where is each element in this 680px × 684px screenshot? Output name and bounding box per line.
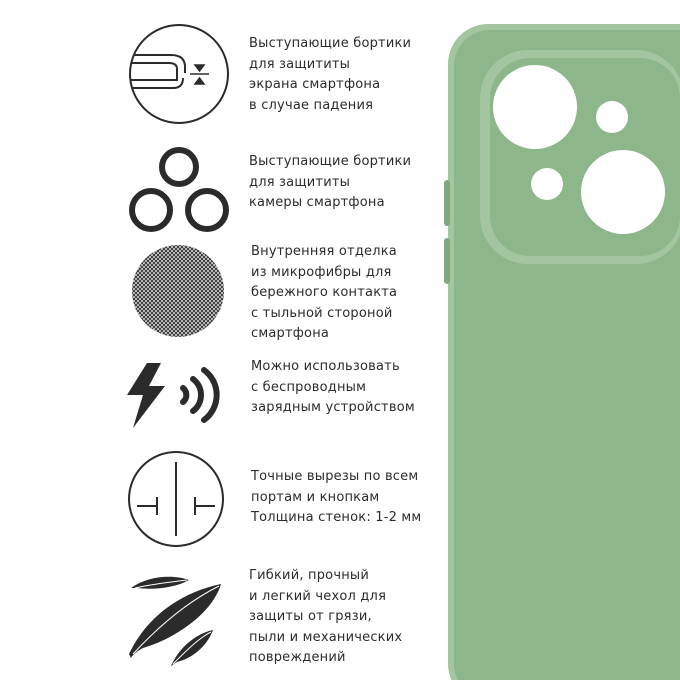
feature-precise-cutouts: [0, 450, 450, 550]
wireless-charging-icon: [127, 350, 223, 444]
feature-camera-protection: [0, 140, 450, 235]
feathers-icon: [127, 572, 227, 674]
feature-screen-protection: [0, 20, 450, 130]
feature-text: Точные вырезы по всем портам и кнопкам Толщина стенок: 1-2 мм: [251, 469, 422, 525]
phone-case-image: [440, 22, 680, 684]
feature-wireless-charging: [0, 350, 450, 440]
feature-text: Выступающие бортики для защититы камеры смартфона: [249, 154, 412, 210]
feature-text: Выступающие бортики для защититы экрана смартфона в случае падения: [249, 36, 412, 113]
feature-text: Можно использовать с беспроводным зарядным устройством: [251, 359, 415, 415]
screen-bezel-icon: [127, 22, 231, 130]
camera-rings-icon: [126, 145, 232, 239]
feature-lightweight: [0, 566, 450, 676]
feature-microfiber: [0, 240, 450, 340]
precise-cutouts-icon: [127, 450, 225, 552]
microfiber-icon: [130, 243, 226, 343]
feature-text: Внутренняя отделка из микрофибры для бережного контакта с тыльной стороной смартфона: [251, 244, 398, 341]
feature-text: Гибкий, прочный и легкий чехол для защиты от грязи, пыли и механических повреждений: [249, 568, 403, 665]
